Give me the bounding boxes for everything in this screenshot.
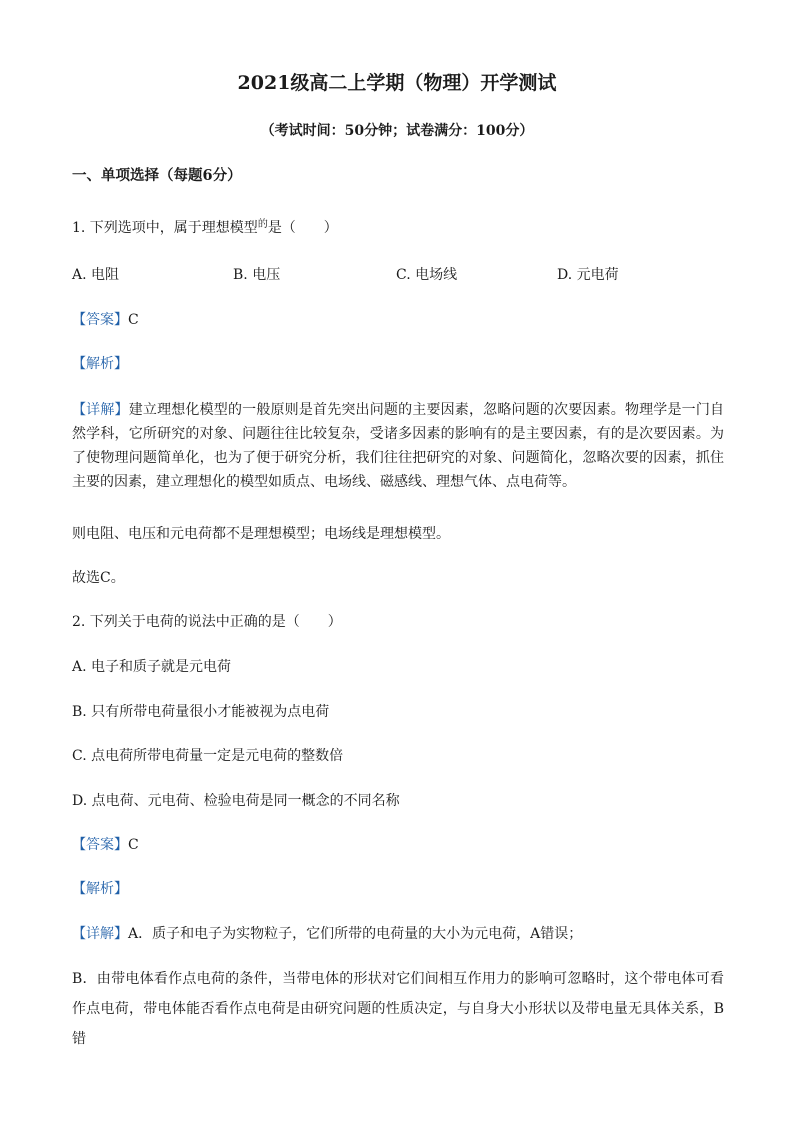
question-2-option-b: B. 只有所带电荷量很小才能被视为点电荷 [72,704,330,720]
detail-tag: 【详解】 [72,926,128,942]
question-1-stem [72,218,338,240]
detail-text: 建立理想化模型的一般原则是首先突出问题的主要因素，忽略问题的次要因素。物理学是一门自然学科，它所研究的对象、问题往往比较复杂，受诸多因素的影响有的是主要因素，有的是次要因素。为了使物理问题简单化，也为了便于研究分析，我们往往把研究的对象、问题简化，忽略次要的因素，抓住主要的因素，建立理想化的模型如质点、电场线、磁感线、理想气体、点电荷等。 [72,402,725,490]
question-1-answer [72,310,139,330]
detail-tag: 【详解】 [72,402,129,418]
question-2-stem: 2. 下列关于电荷的说法中正确的是（ ） [72,614,342,630]
question-2-detail-b: B．由带电体看作点电荷的条件，当带电体的形状对它们间相互作用力的影响可忽略时，这个带电体可看作点电荷，带电体能否看作点电荷是由研究问题的性质决定，与自身大小形状以及带电量无具体关系，B错 [72,971,724,1047]
page-title: 2021级高二上学期（物理）开学测试 [237,72,557,94]
question-2-answer [72,835,139,855]
analysis-tag: 【解析】 [72,356,128,372]
question-2-option-a: A. 电子和质子就是元电荷 [72,659,232,675]
question-1-option-b: B. 电压 [233,267,281,283]
question-1-option-a: A. 电阻 [72,267,120,283]
question-1-stem-superscript: 的 [257,219,268,230]
question-1-final: 故选C。 [72,570,125,586]
answer-value: C [128,312,139,328]
question-1-stem-tail: 是（ ） [267,220,338,236]
question-1-option-d: D. 元电荷 [557,267,619,283]
section-heading: 一、单项选择（每题6分） [72,167,242,184]
detail-a-text: A．质子和电子为实物粒子，它们所带的电荷量的大小为元电荷，A错误； [128,926,583,942]
question-2-option-d: D. 点电荷、元电荷、检验电荷是同一概念的不同名称 [72,793,400,809]
exam-info: （考试时间：50分钟；试卷满分：100分） [260,123,534,139]
question-1-stem-text: 1. 下列选项中，属于理想模型 [72,220,258,236]
question-1-option-c: C. 电场线 [396,267,458,283]
question-1-detail [72,398,724,494]
analysis-tag: 【解析】 [72,881,128,897]
question-2-detail-a [72,924,582,944]
answer-value: C [128,837,139,853]
question-2-option-c: C. 点电荷所带电荷量一定是元电荷的整数倍 [72,748,344,764]
answer-tag: 【答案】 [72,837,128,853]
question-1-conclusion: 则电阻、电压和元电荷都不是理想模型；电场线是理想模型。 [72,526,450,542]
answer-tag: 【答案】 [72,312,128,328]
